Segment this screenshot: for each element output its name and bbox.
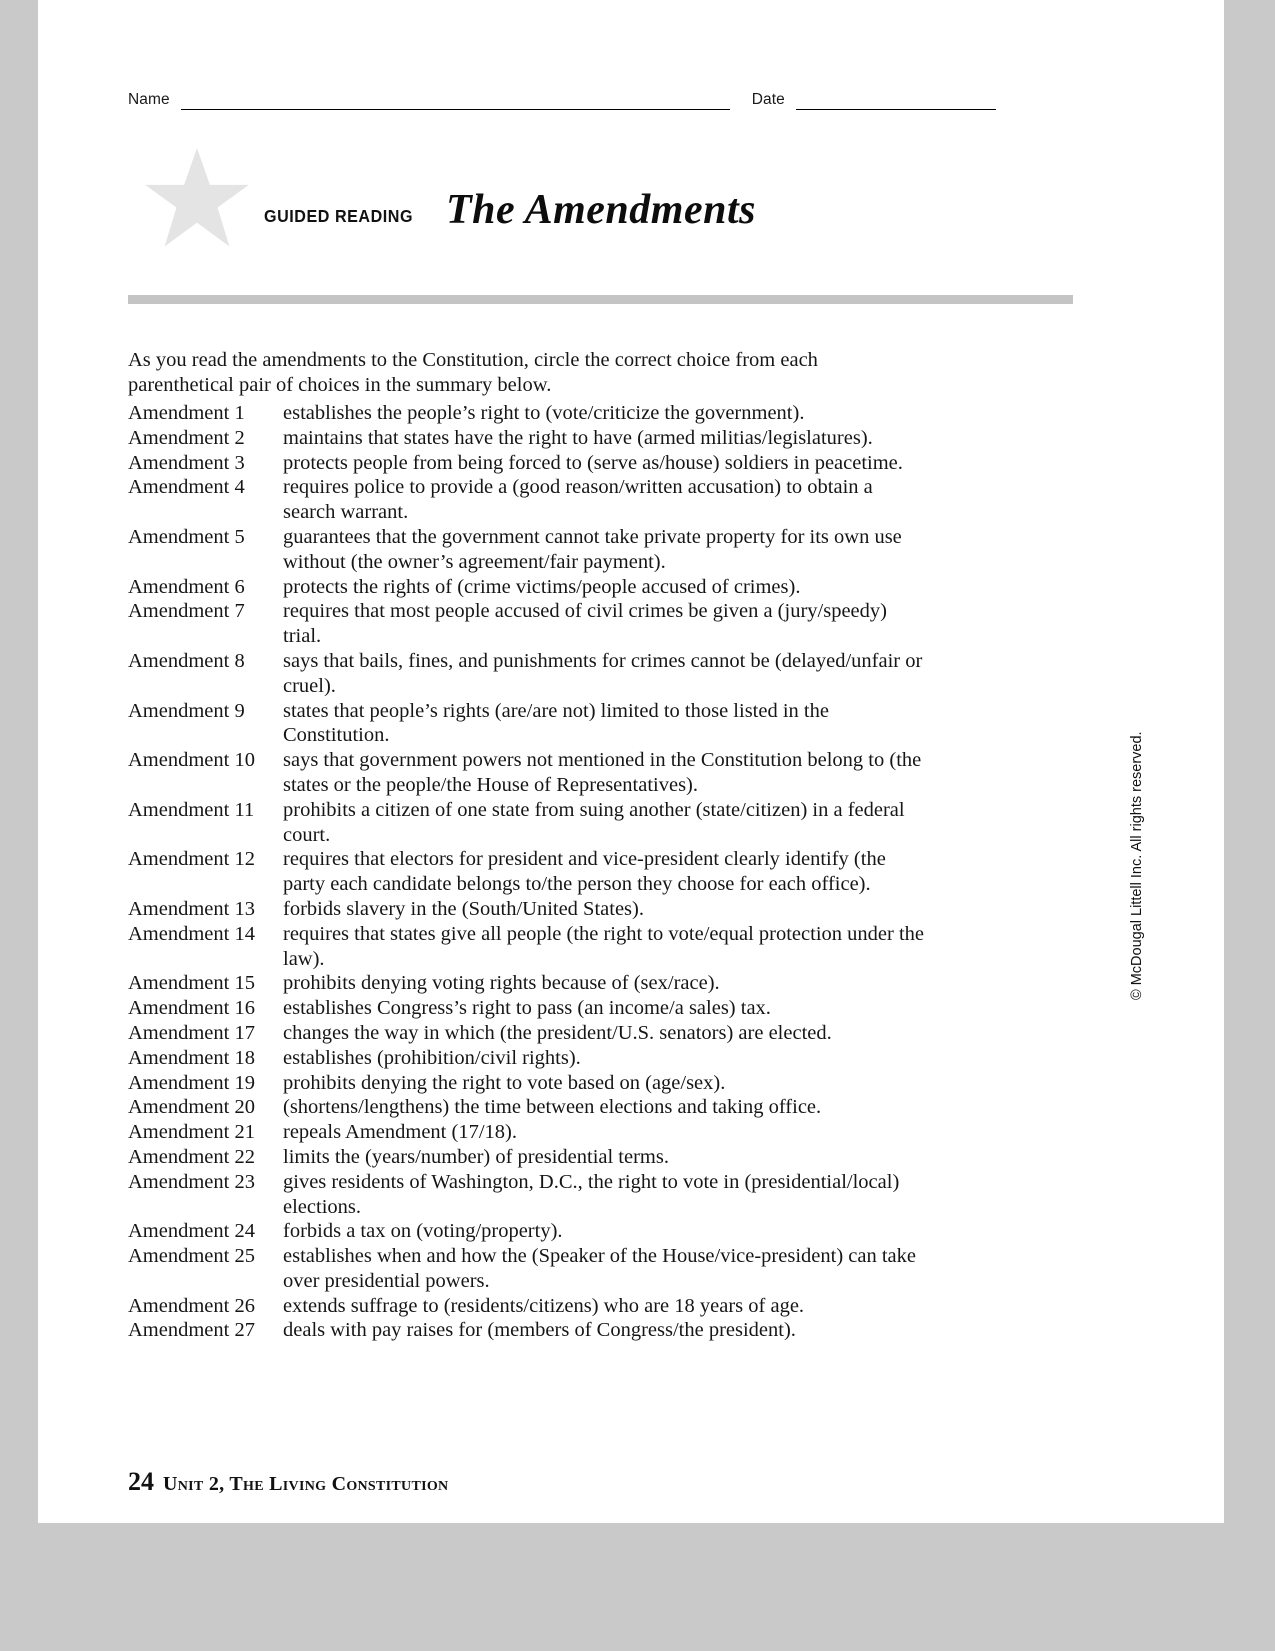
amendment-row [128,922,928,972]
amendment-statement[interactable]: maintains that states have the right to have (armed militias/legislatures). [283,426,873,449]
date-label: Date [751,91,785,108]
amendment-statement[interactable]: requires that states give all people (the right to vote/equal protection under the law). [283,922,924,970]
amendment-statement[interactable]: establishes Congress’s right to pass (an income/a sales) tax. [283,997,771,1020]
amendment-label: Amendment 12 [128,848,255,871]
amendment-row [128,475,928,525]
title-block [128,146,1078,266]
amendments-list [128,401,928,1343]
amendment-label: Amendment 10 [128,749,255,772]
amendment-label: Amendment 2 [128,426,245,449]
name-label: Name [128,91,170,108]
amendment-row [128,1046,928,1071]
amendment-statement[interactable]: repeals Amendment (17/18). [283,1121,517,1144]
amendment-label: Amendment 24 [128,1220,255,1243]
amendment-row [128,451,928,476]
star-icon [143,146,251,254]
amendment-row [128,699,928,749]
section-divider-bar [128,295,1073,304]
amendment-row [128,1294,928,1319]
amendment-label: Amendment 18 [128,1046,255,1069]
page-number: 24 [128,1467,154,1496]
amendment-statement[interactable]: forbids slavery in the (South/United States). [283,897,644,920]
amendment-label: Amendment 6 [128,575,245,598]
name-date-header [128,84,1008,110]
amendment-row [128,599,928,649]
amendment-row [128,798,928,848]
amendment-statement[interactable]: (shortens/lengthens) the time between elections and taking office. [283,1096,822,1119]
amendment-label: Amendment 14 [128,922,255,945]
amendment-row [128,971,928,996]
amendment-row [128,1120,928,1145]
amendment-statement[interactable]: forbids a tax on (voting/property). [283,1220,563,1243]
amendment-row [128,525,928,575]
canvas-left-margin [0,0,38,1651]
amendment-row [128,1021,928,1046]
amendment-statement[interactable]: requires that electors for president and vice-president clearly identify (the party each candidate belongs to/the person they choose for each office). [283,848,886,896]
amendment-statement[interactable]: states that people’s rights (are/are not) limited to those listed in the Constitution. [283,699,829,747]
amendment-row [128,1071,928,1096]
amendment-statement[interactable]: protects the rights of (crime victims/people accused of crimes). [283,575,801,598]
amendment-label: Amendment 7 [128,600,245,623]
canvas-right-margin [1224,0,1275,1651]
canvas-bottom-margin [0,1523,1275,1651]
date-write-in-line[interactable] [796,108,996,110]
amendment-statement[interactable]: requires that most people accused of civil crimes be given a (jury/speedy) trial. [283,600,887,648]
amendment-row [128,401,928,426]
amendment-row [128,1219,928,1244]
amendment-statement[interactable]: changes the way in which (the president/U.S. senators) are elected. [283,1021,832,1044]
amendment-statement[interactable]: deals with pay raises for (members of Congress/the president). [283,1319,796,1342]
amendment-row [128,748,928,798]
amendment-row [128,847,928,897]
amendment-statement[interactable]: prohibits denying voting rights because of (sex/race). [283,972,720,995]
amendment-label: Amendment 26 [128,1294,255,1317]
amendment-label: Amendment 21 [128,1121,255,1144]
amendment-label: Amendment 3 [128,451,245,474]
amendment-statement[interactable]: gives residents of Washington, D.C., the right to vote in (presidential/local) elections. [283,1170,900,1218]
amendment-statement[interactable]: establishes (prohibition/civil rights). [283,1046,581,1069]
amendment-statement[interactable]: prohibits denying the right to vote based on (age/sex). [283,1071,726,1094]
amendment-label: Amendment 22 [128,1145,255,1168]
amendment-row [128,649,928,699]
copyright-notice: © McDougal Littell Inc. All rights reserved. [1129,731,1145,1000]
amendment-statement[interactable]: guarantees that the government cannot take private property for its own use without (the owner’s agreement/fair payment). [283,525,902,573]
amendment-label: Amendment 25 [128,1245,255,1268]
amendment-label: Amendment 1 [128,402,245,424]
amendment-label: Amendment 8 [128,649,245,672]
amendment-row [128,1170,928,1220]
name-write-in-line[interactable] [181,108,730,110]
amendment-label: Amendment 17 [128,1021,255,1044]
amendment-statement[interactable]: limits the (years/number) of presidential terms. [283,1145,669,1168]
amendment-label: Amendment 11 [128,798,255,821]
amendment-row [128,996,928,1021]
amendment-label: Amendment 15 [128,972,255,995]
page-footer [128,1467,448,1497]
amendment-row [128,1244,928,1294]
amendment-statement[interactable]: prohibits a citizen of one state from suing another (state/citizen) in a federal court. [283,798,905,846]
footer-unit-title: Unit 2, The Living Constitution [163,1473,449,1495]
amendment-statement[interactable]: establishes the people’s right to (vote/criticize the government). [283,402,805,424]
amendment-label: Amendment 13 [128,897,255,920]
page-title: The Amendments [446,187,756,233]
worksheet-page [38,0,1224,1523]
amendment-statement[interactable]: says that government powers not mentioned in the Constitution belong to (the states or the people/the House of Representatives). [283,749,922,796]
amendment-row [128,575,928,600]
instructions-paragraph: As you read the amendments to the Constitution, circle the correct choice from each parenthetical pair of choices in the summary below. [128,348,818,396]
amendment-statement[interactable]: extends suffrage to (residents/citizens) who are 18 years of age. [283,1294,805,1317]
amendment-statement[interactable]: protects people from being forced to (serve as/house) soldiers in peacetime. [283,451,903,474]
guided-reading-kicker: GUIDED READING [264,206,414,226]
amendment-row [128,426,928,451]
amendment-row [128,1095,928,1120]
amendment-row [128,1145,928,1170]
amendment-label: Amendment 16 [128,997,255,1020]
amendment-statement[interactable]: requires police to provide a (good reason/written accusation) to obtain a search warrant. [283,476,873,524]
amendment-label: Amendment 19 [128,1071,255,1094]
amendment-row [128,897,928,922]
amendment-label: Amendment 9 [128,699,245,722]
amendment-label: Amendment 20 [128,1096,255,1119]
amendment-label: Amendment 5 [128,525,245,548]
amendment-statement[interactable]: says that bails, fines, and punishments for crimes cannot be (delayed/unfair or cruel). [283,649,923,697]
amendment-label: Amendment 23 [128,1170,255,1193]
amendment-label: Amendment 4 [128,476,245,499]
amendment-statement[interactable]: establishes when and how the (Speaker of the House/vice-president) can take over presidential powers. [283,1245,916,1292]
amendment-row [128,1318,928,1343]
amendment-label: Amendment 27 [128,1319,255,1342]
